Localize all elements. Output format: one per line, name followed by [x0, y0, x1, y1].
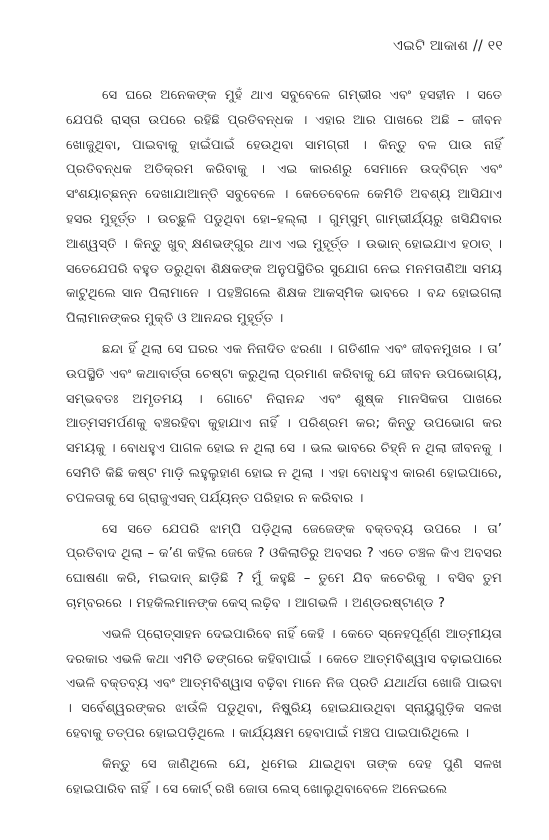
- paragraph-4: ଏଭଳି ପ୍ରୋତ୍ସାହନ ଦେଇପାରିବେ ନାହିଁ କେହି । କେତେ ସ୍ନେହପୂର୍ଣ୍ଣ ଆତ୍ମୀୟତା ଦରକାର ଏଭଳି କଥା ଏମିତି ଢଙ୍ଗରେ କହିବାପାଇଁ । କେତେ ଆତ୍ମବିଶ୍ୱାସ ବଢ଼ାଇପାରେ ଏଭଳି ବକ୍ତବ୍ୟ ଏବଂ ଆତ୍ମବିଶ୍ୱାସ ବଢ଼ିବା ମାନେ ନିଜ ପ୍ରତି ଯଥାର୍ଥତା ଖୋଜି ପାଇବା । ସର୍ବେଶ୍ୱରଙ୍କର ଝାଉଁଳି ପଡୁଥିବା, ନିଷ୍କ୍ରିୟ ହୋଇଯାଉଥିବା ସ୍ନାୟୁଗୁଡ଼ିକ ସଳଖ ହେବାକୁ ତତ୍ପର ହୋଇପଡ଼ିଥିଲେ । କାର୍ଯ୍ୟକ୍ଷମ ହେବାପାଇଁ ମଞ୍ଚପ ପାଇପାରିଥିଲେ ।: [66, 626, 502, 741]
- running-header: ଏଇଟି ଆକାଶ // ୧୧: [393, 38, 503, 54]
- paragraph-5: କିନ୍ତୁ ସେ ଜାଣିଥିଲେ ଯେ, ଧିମେଇ ଯାଇଥିବା ତାଙ୍କ ଦେହ ପୁଣି ସଳଖ ହୋଇପାରିବ ନାହିଁ । ସେ କୋର୍ଟ୍ ରଖି ଜୋତା ଲେସ୍ ଖୋଲୁଥିବାବେଳେ ଅନେଇଲେ: [66, 756, 502, 797]
- paragraph-3: ସେ ସତେ ଯେପରି ଝାମ୍ପି ପଡ଼ିଥିଲା ଜେଜେଙ୍କ ବକ୍ତବ୍ୟ ଉପରେ । ତା’ ପ୍ରତିବାଦ ଥିଲା – କ’ଣ କହିଲ ଜେଜେ ? ଓକିଲାତିରୁ ଅବସର ? ଏତେ ଚଞ୍ଚଳ କିଏ ଅବସର ଘୋଷଣା କରି, ମଇଦାନ୍ ଛାଡ଼ିଛି ? ମୁଁ କହୁଛି – ତୁମେ ଯିବ କଚେରିକୁ । ବସିବ ତୁମ ଚାମ୍ବରରେ । ମହକିଲମାନଙ୍କ କେସ୍ ଲଢ଼ିବ । ଆଗଭଳି । ଅଣ୍ଡରଷ୍ଟାଣ୍ଡ ?: [66, 521, 502, 611]
- paragraph-1: ସେ ଘରେ ଅନେକଙ୍କ ମୁହଁ ଥାଏ ସବୁବେଳେ ଗମ୍ଭୀର ଏବଂ ହସହୀନ । ସତେ ଯେପରି ରାସ୍ତା ଉପରେ ରହିଛି ପ୍ରତିବନ୍ଧକ । ଏହାର ଆର ପାଖରେ ଅଛି – ଜୀବନ ଖୋଜୁଥିବା, ପାଇବାକୁ ହାଇଁପାଇଁ ହେଉଥିବା ସାମଗ୍ରୀ । କିନ୍ତୁ ବଳ ପାଉ ନାହିଁ ପ୍ରତିବନ୍ଧକ ଅତିକ୍ରମ କରିବାକୁ । ଏଇ କାରଣରୁ ସେମାନେ ଉଦ୍‌ବିଗ୍ନ ଏବଂ ସଂଶୟାଚ୍ଛନ୍ନ ଦେଖାଯାଆନ୍ତି ସବୁବେଳେ । କେତେବେଳେ କେମିତି ଅବଶ୍ୟ ଆସିଯାଏ ହସର ମୁହୂର୍ତ୍ତ । ଉଚ୍ଛୁଳି ପଡୁଥିବା ହୋ–ହଲ୍ଲା । ଗୁମ୍‌ସୁମ୍ ଗାମ୍ଭୀର୍ଯ୍ୟରୁ ଖସିଯିବାର ଆଶ୍ୱସ୍ତି । କିନ୍ତୁ ଖୁବ୍ କ୍ଷଣଭଙ୍ଗୁର ଥାଏ ଏଇ ମୁହୂର୍ତ୍ତ । ଉଭାନ୍ ହୋଇଯାଏ ହଠାତ୍ । ସତେଯେପରି ବହୁତ ଡରୁଥିବା ଶିକ୍ଷକଙ୍କ ଅନୁପସ୍ଥିତିର ସୁଯୋଗ ନେଇ ମନମତାଣିଆ ସମୟ କାଟୁଥିଲେ ସାନ ପିଲାମାନେ । ପହଞ୍ଚିଗଲେ ଶିକ୍ଷକ ଆକସ୍ମିକ ଭାବରେ । ବନ୍ଦ ହୋଇଗଲା ପିଲାମାନଙ୍କର ମୁକ୍ତି ଓ ଆନନ୍ଦର ମୁହୂର୍ତ୍ତ ।: [66, 88, 502, 327]
- body-text: [66, 84, 502, 808]
- paragraph-2: ଛନ୍ଦା ହିଁ ଥିଲା ସେ ଘରର ଏକ ନିନାଦିତ ଝରଣା । ଗତିଶୀଳ ଏବଂ ଜୀବନମୁଖର । ତା’ ଉପସ୍ଥିତି ଏବଂ କଥାବାର୍ତ୍ତା ଚେଷ୍ଟା କରୁଥିଲା ପ୍ରମାଣ କରିବାକୁ ଯେ ଜୀବନ ଉପଭୋଗ୍ୟ, ସମ୍ଭବତଃ ଅମୃତମୟ । ଗୋଟେ ନିରାନନ୍ଦ ଏବଂ ଶୁଷ୍କ ମାନସିକତା ପାଖରେ ଆତ୍ମସମର୍ପଣକୁ ବଞ୍ଚରହିବା କୁହାଯାଏ ନାହିଁ । ପରିଶ୍ରମ କର; କିନ୍ତୁ ଉପଭୋଗ କର ସମୟକୁ । ବୋଧହୁଏ ପାଗଳ ହୋଇ ନ ଥିଲା ସେ । ଭଲ ଭାବରେ ଚିହ୍ନି ନ ଥିଲା ଜୀବନକୁ । ସେମିତି କିଛି କଷ୍ଟ ମାଡ଼ି ଲହୁଲୁହାଣ ହୋଇ ନ ଥିଲା । ଏହା ବୋଧହୁଏ କାରଣ ହୋଇପାରେ, ଚପଳତାକୁ ସେ ଗ୍ରାଜୁଏସନ୍ ପର୍ଯ୍ୟନ୍ତ ପରିହାର ନ କରିବାର ।: [66, 341, 502, 506]
